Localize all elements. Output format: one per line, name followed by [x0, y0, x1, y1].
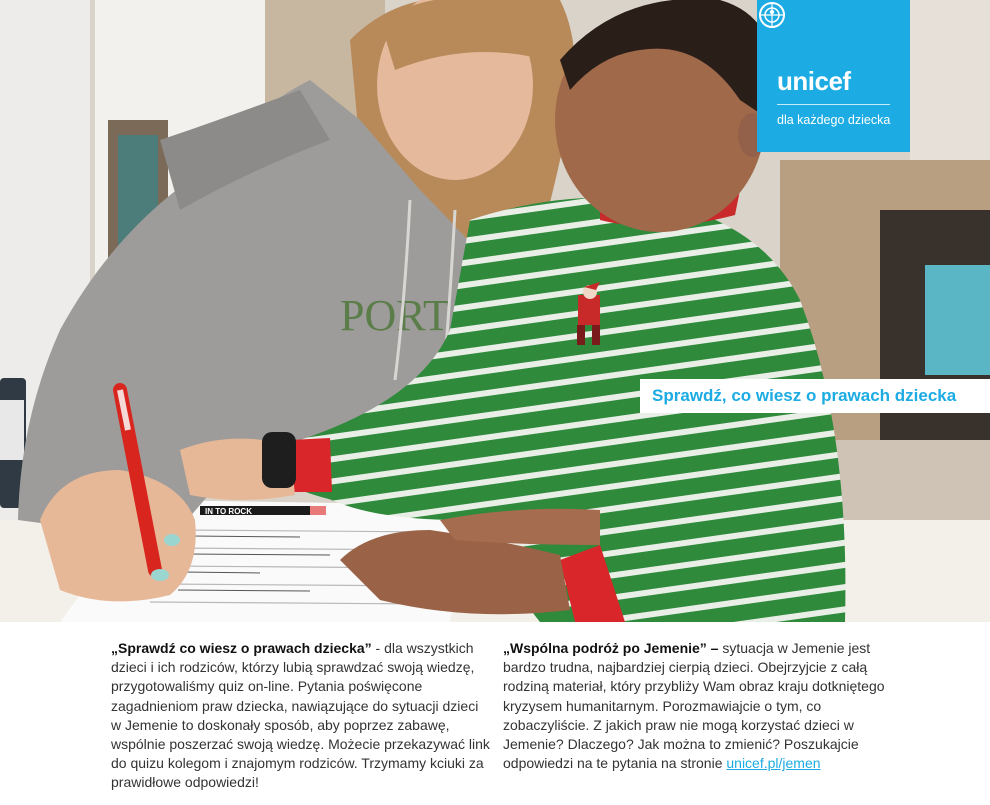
unicef-emblem-icon — [757, 0, 787, 30]
title-banner — [640, 379, 990, 413]
quiz-heading: „Sprawdź co wiesz o prawach dziecka” — [111, 640, 372, 656]
yemen-body: sytuacja w Jemenie jest bardzo trudna, najbardziej cierpią dzieci. Obejrzyjcie z całą rodziną materiał, który przybliży Wam obraz kraju dotkniętego kryzysem humanitarnym. Porozmawiajcie o tym, co zobaczyliście. Z jakich praw nie mogą korzystać dzieci w Jemenie? Dlaczego? Jak można to zmienić? Poszukajcie odpowiedzi na te pytania na stronie — [503, 640, 885, 772]
quiz-description — [111, 639, 491, 793]
quiz-body: - dla wszystkich dzieci i ich rodziców, którzy lubią sprawdzać swoją wiedzę, przygotowaliśmy quiz on-line. Pytania poświęcone zagadnieniom praw dziecka, nawiązujące do sytuacji dzieci w Jemenie to doskonały sposób, aby poprzez zabawę, wspólnie poszerzać swoją wiedzę. Możecie przekazywać link do quizu kolegom i znajomym rodziców. Trzymamy kciuki za prawidłowe odpowiedzi! — [111, 640, 490, 791]
unicef-logo-block — [757, 0, 910, 152]
shirt-print: PORT — [340, 291, 450, 340]
yemen-link[interactable]: unicef.pl/jemen — [726, 755, 821, 772]
unicef-tagline: dla każdego dziecka — [777, 113, 891, 127]
banner-title: Sprawdź, co wiesz o prawach dziecka — [652, 386, 957, 405]
logo-divider — [777, 104, 890, 105]
yemen-description — [503, 639, 903, 773]
pencil-print: IN TO ROCK — [205, 507, 252, 516]
yemen-heading: „Wspólna podróż po Jemenie” – — [503, 640, 719, 656]
unicef-wordmark: unicef — [777, 66, 851, 96]
